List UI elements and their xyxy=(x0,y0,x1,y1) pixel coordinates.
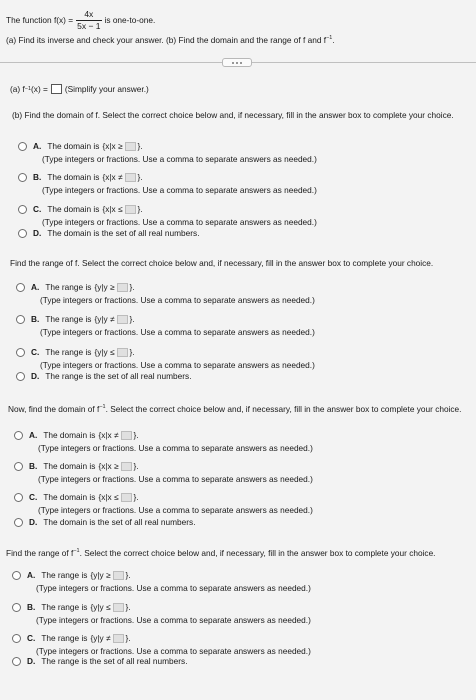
task-instructions xyxy=(6,35,335,45)
choice-c-domain[interactable] xyxy=(18,204,143,214)
choice-b-range[interactable] xyxy=(12,602,131,612)
set-close: }. xyxy=(137,204,143,214)
choice-d-domain[interactable] xyxy=(14,517,196,527)
part-a-label: (a) f xyxy=(10,84,25,94)
radio-button[interactable] xyxy=(14,462,23,471)
choice-hint: (Type integers or fractions. Use a comma to separate answers as needed.) xyxy=(42,154,317,164)
radio-button[interactable] xyxy=(18,142,27,151)
set-close: }. xyxy=(133,430,139,440)
answer-input[interactable] xyxy=(125,205,136,214)
choice-hint: (Type integers or fractions. Use a comma to separate answers as needed.) xyxy=(40,360,315,370)
set-close: }. xyxy=(137,172,143,182)
radio-button[interactable] xyxy=(16,315,25,324)
prompt-text: (b) Find the domain of f. Select the correct choice below and, if necessary, fill in the answer box to complete your choice. xyxy=(12,110,454,120)
choice-b-domain[interactable] xyxy=(18,172,143,182)
prompt-sup: −1 xyxy=(73,548,80,554)
prompt-text: Find the range of f. Select the correct choice below and, if necessary, fill in the answer box to complete your choice. xyxy=(10,258,434,268)
expand-more-button[interactable] xyxy=(222,58,252,67)
answer-input[interactable] xyxy=(121,493,132,502)
choice-d-domain[interactable] xyxy=(18,228,200,238)
answer-input[interactable] xyxy=(113,603,124,612)
choice-letter: C. xyxy=(29,492,38,502)
set-notation: {x|x ≠ xyxy=(98,430,119,440)
part-a-x: (x) = xyxy=(31,84,48,94)
radio-button[interactable] xyxy=(12,571,21,580)
choice-letter: A. xyxy=(29,430,38,440)
choice-text: The domain is the set of all real numbers. xyxy=(43,517,196,527)
radio-button[interactable] xyxy=(16,372,25,381)
choice-c-domain[interactable] xyxy=(14,492,139,502)
inverse-answer-input[interactable] xyxy=(51,84,62,94)
choice-a-range[interactable] xyxy=(12,570,131,580)
function-suffix: is one-to-one. xyxy=(104,15,156,25)
set-notation: {x|x ≤ xyxy=(102,204,123,214)
choice-text: The domain is xyxy=(43,461,96,471)
choice-hint: (Type integers or fractions. Use a comma to separate answers as needed.) xyxy=(36,646,311,656)
choice-hint: (Type integers or fractions. Use a comma to separate answers as needed.) xyxy=(36,583,311,593)
choice-letter: C. xyxy=(33,204,42,214)
choice-letter: B. xyxy=(31,314,40,324)
choice-d-range[interactable] xyxy=(16,371,192,381)
choice-hint: (Type integers or fractions. Use a comma to separate answers as needed.) xyxy=(38,474,313,484)
task-text: (a) Find its inverse and check your answer. (b) Find the domain and the range of f and f xyxy=(6,35,327,45)
radio-button[interactable] xyxy=(12,603,21,612)
task-sup: −1 xyxy=(326,35,333,41)
prompt-text: Find the range of f xyxy=(6,548,74,558)
set-close: }. xyxy=(129,347,135,357)
choice-a-domain[interactable] xyxy=(18,141,143,151)
choice-letter: B. xyxy=(27,602,36,612)
choice-hint: (Type integers or fractions. Use a comma to separate answers as needed.) xyxy=(42,185,317,195)
choice-a-range[interactable] xyxy=(16,282,135,292)
set-notation: {x|x ≠ xyxy=(102,172,123,182)
choice-hint: (Type integers or fractions. Use a comma to separate answers as needed.) xyxy=(40,295,315,305)
fraction-denominator: 5x − 1 xyxy=(77,20,101,31)
set-notation: {y|y ≥ xyxy=(94,282,115,292)
answer-input[interactable] xyxy=(125,142,136,151)
choice-text: The domain is the set of all real numbers. xyxy=(47,228,200,238)
choice-letter: D. xyxy=(33,228,42,238)
radio-button[interactable] xyxy=(16,348,25,357)
choice-hint: (Type integers or fractions. Use a comma to separate answers as needed.) xyxy=(36,615,311,625)
choice-letter: C. xyxy=(27,633,36,643)
choice-hint: (Type integers or fractions. Use a comma to separate answers as needed.) xyxy=(40,327,315,337)
set-notation: {y|y ≠ xyxy=(90,633,111,643)
answer-input[interactable] xyxy=(113,571,124,580)
dot-icon xyxy=(240,62,242,64)
radio-button[interactable] xyxy=(18,205,27,214)
set-notation: {x|x ≥ xyxy=(102,141,123,151)
section-prompt xyxy=(10,258,476,268)
choice-text: The range is xyxy=(45,314,92,324)
choice-text: The domain is xyxy=(43,492,96,502)
choice-hint: (Type integers or fractions. Use a comma to separate answers as needed.) xyxy=(38,505,313,515)
part-a-row xyxy=(10,84,149,94)
dot-icon xyxy=(232,62,234,64)
choice-letter: B. xyxy=(29,461,38,471)
choice-text: The domain is xyxy=(43,430,96,440)
question-header xyxy=(0,0,476,64)
set-close: }. xyxy=(133,492,139,502)
answer-input[interactable] xyxy=(117,315,128,324)
set-close: }. xyxy=(125,602,131,612)
choice-letter: B. xyxy=(33,172,42,182)
function-fraction xyxy=(76,10,101,30)
set-close: }. xyxy=(133,461,139,471)
function-statement xyxy=(6,10,155,30)
prompt-rest: . Select the correct choice below and, if necessary, fill in the answer box to complete your choice. xyxy=(105,404,462,414)
choice-text: The domain is xyxy=(47,172,100,182)
answer-input[interactable] xyxy=(125,173,136,182)
radio-button[interactable] xyxy=(18,173,27,182)
set-close: }. xyxy=(129,282,135,292)
set-notation: {x|x ≥ xyxy=(98,461,119,471)
task-end: . xyxy=(332,35,335,45)
set-close: }. xyxy=(137,141,143,151)
section-prompt xyxy=(12,110,476,120)
choice-a-domain[interactable] xyxy=(14,430,139,440)
choice-text: The domain is xyxy=(47,141,100,151)
prompt-rest: . Select the correct choice below and, if necessary, fill in the answer box to complete your choice. xyxy=(79,548,436,558)
prompt-text: Now, find the domain of f xyxy=(8,404,100,414)
set-notation: {y|y ≠ xyxy=(94,314,115,324)
function-prefix: The function f(x) = xyxy=(6,15,74,25)
set-close: }. xyxy=(129,314,135,324)
choice-b-domain[interactable] xyxy=(14,461,139,471)
dot-icon xyxy=(236,62,238,64)
fraction-numerator: 4x xyxy=(84,9,94,19)
radio-button[interactable] xyxy=(18,229,27,238)
choice-letter: A. xyxy=(31,282,40,292)
choice-c-range[interactable] xyxy=(12,633,131,643)
set-close: }. xyxy=(125,570,131,580)
answer-input[interactable] xyxy=(121,462,132,471)
choice-letter: C. xyxy=(31,347,40,357)
choice-b-range[interactable] xyxy=(16,314,135,324)
set-notation: {y|y ≥ xyxy=(90,570,111,580)
radio-button[interactable] xyxy=(12,657,21,666)
choice-hint: (Type integers or fractions. Use a comma to separate answers as needed.) xyxy=(38,443,313,453)
choice-letter: D. xyxy=(31,371,40,381)
radio-button[interactable] xyxy=(12,634,21,643)
radio-button[interactable] xyxy=(16,283,25,292)
part-a-sup: −1 xyxy=(24,86,32,92)
radio-button[interactable] xyxy=(14,493,23,502)
choice-letter: D. xyxy=(27,656,36,666)
choice-letter: A. xyxy=(33,141,42,151)
prompt-sup: −1 xyxy=(99,404,106,410)
choice-text: The range is the set of all real numbers. xyxy=(41,656,188,666)
part-a-hint: (Simplify your answer.) xyxy=(64,84,149,94)
choice-text: The range is xyxy=(41,570,88,580)
choice-text: The range is the set of all real numbers. xyxy=(45,371,192,381)
radio-button[interactable] xyxy=(14,518,23,527)
choice-letter: D. xyxy=(29,517,38,527)
choice-text: The range is xyxy=(45,347,92,357)
set-close: }. xyxy=(125,633,131,643)
choice-hint: (Type integers or fractions. Use a comma to separate answers as needed.) xyxy=(42,217,317,227)
choice-letter: A. xyxy=(27,570,36,580)
choice-text: The range is xyxy=(41,633,88,643)
section-prompt xyxy=(6,548,476,558)
answer-input[interactable] xyxy=(113,634,124,643)
set-notation: {y|y ≤ xyxy=(94,347,115,357)
choice-text: The range is xyxy=(41,602,88,612)
choice-d-range[interactable] xyxy=(12,656,188,666)
section-prompt xyxy=(8,404,476,414)
choice-c-range[interactable] xyxy=(16,347,135,357)
answer-input[interactable] xyxy=(117,348,128,357)
radio-button[interactable] xyxy=(14,431,23,440)
choice-text: The range is xyxy=(45,282,92,292)
set-notation: {y|y ≤ xyxy=(90,602,111,612)
choice-text: The domain is xyxy=(47,204,100,214)
set-notation: {x|x ≤ xyxy=(98,492,119,502)
answer-input[interactable] xyxy=(121,431,132,440)
answer-input[interactable] xyxy=(117,283,128,292)
